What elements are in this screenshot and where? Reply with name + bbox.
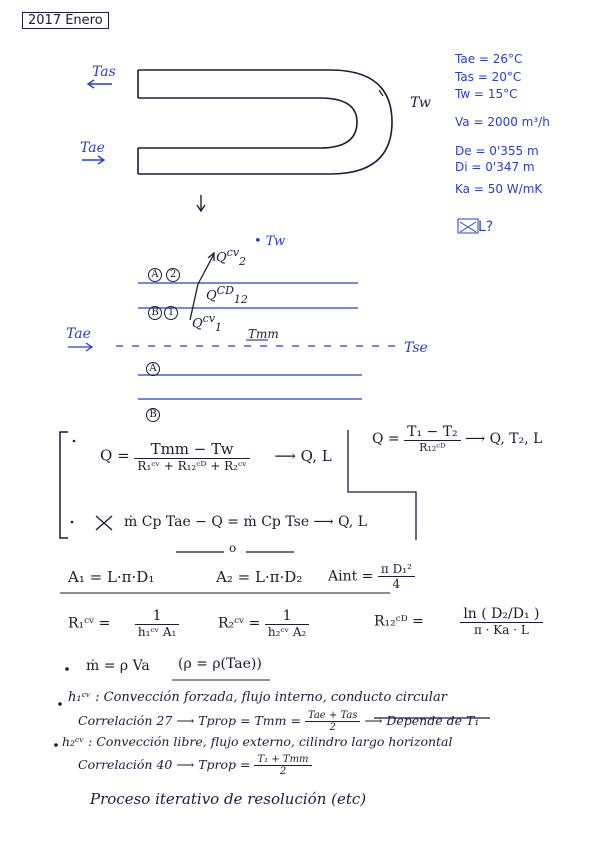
- given-di: Di = 0'347 m: [455, 160, 535, 174]
- h2-correlation: Correlación 40 ⟶ Tprop = $\frac{\text{T₁ + Tmm}}{2}$: [78, 754, 312, 777]
- given-tae: Tae = 26°C: [455, 52, 523, 66]
- given-tw: Tw = 15°C: [455, 87, 518, 101]
- label-q2cv: $Q^{cv}_2$: [216, 246, 247, 268]
- eq-r12cd: R₁₂ᶜᴰ = $\frac{\text{ln ( D₂/D₁ )}}{\pi \cdot Ka \cdot L}$: [374, 606, 543, 637]
- eq-q-overall: Q = $\frac{\text{Tmm − Tw}}{\text{R₁ᶜᵛ + R₁₂ᶜᴰ + R₂ᶜᵛ}}$ ⟶ Q, L: [100, 440, 332, 473]
- label-q12cd: $Q^{CD}_{12}$: [206, 284, 248, 306]
- label-tae-left: Tae: [66, 326, 91, 342]
- unknown-l: L?: [478, 219, 494, 235]
- marker-2: 2: [166, 268, 180, 282]
- circle-mark: o: [229, 541, 237, 555]
- label-tas: Tas: [92, 64, 116, 80]
- eq-area-1: A₁ = L·π·D₁: [68, 568, 155, 586]
- given-de: De = 0'355 m: [455, 144, 539, 158]
- eq-mass-flow: ṁ = ρ Va: [86, 658, 150, 674]
- given-va: Va = 2000 m³/h: [455, 115, 550, 129]
- eq-area-int: Aint = $\frac{\text{π D₁²}}{4}$: [328, 562, 415, 591]
- label-tw-2: • Tw: [254, 234, 286, 249]
- eq-r1cv: R₁ᶜᵛ = $\frac{1}{\text{h₁ᶜᵛ A₁}}$: [68, 608, 179, 639]
- marker-a-bottom: A: [146, 362, 160, 376]
- label-tse: Tse: [404, 340, 428, 356]
- label-tmm: Tmm: [248, 327, 279, 341]
- given-ka: Ka = 50 W/mK: [455, 182, 543, 196]
- eq-area-2: A₂ = L·π·D₂: [216, 568, 303, 586]
- label-tw: Tw: [410, 95, 431, 111]
- marker-1: 1: [164, 306, 178, 320]
- marker-b-bottom: B: [146, 408, 160, 422]
- date-label: 2017 Enero: [22, 12, 109, 29]
- eq-r2cv: R₂ᶜᵛ = $\frac{1}{\text{h₂ᶜᵛ A₂}}$: [218, 608, 309, 639]
- marker-b-top: B: [148, 306, 162, 320]
- final-note: Proceso iterativo de resolución (etc): [90, 790, 367, 808]
- eq-density: (ρ = ρ(Tae)): [178, 656, 262, 672]
- h1-description: h₁ᶜᵛ : Convección forzada, flujo interno, conducto circular: [68, 690, 447, 705]
- h1-correlation: Correlación 27 ⟶ Tprop = Tmm = $\frac{\text{Tae + Tas}}{2}$ ⟶ Depende de T₁: [78, 710, 480, 733]
- h2-description: h₂ᶜᵛ : Convección libre, flujo externo, cilindro largo horizontal: [62, 734, 453, 749]
- given-tas: Tas = 20°C: [455, 70, 522, 84]
- label-q1cv: $Q^{cv}_1$: [192, 312, 223, 334]
- eq-q-conduction: Q = $\frac{\text{T₁ − T₂}}{\text{R₁₂ᶜᴰ}}$ ⟶ Q, T₂, L: [372, 424, 543, 454]
- eq-energy-balance: ṁ Cp Tae − Q = ṁ Cp Tse ⟶ Q, L: [124, 514, 368, 530]
- marker-a-top: A: [148, 268, 162, 282]
- label-tae: Tae: [80, 140, 105, 156]
